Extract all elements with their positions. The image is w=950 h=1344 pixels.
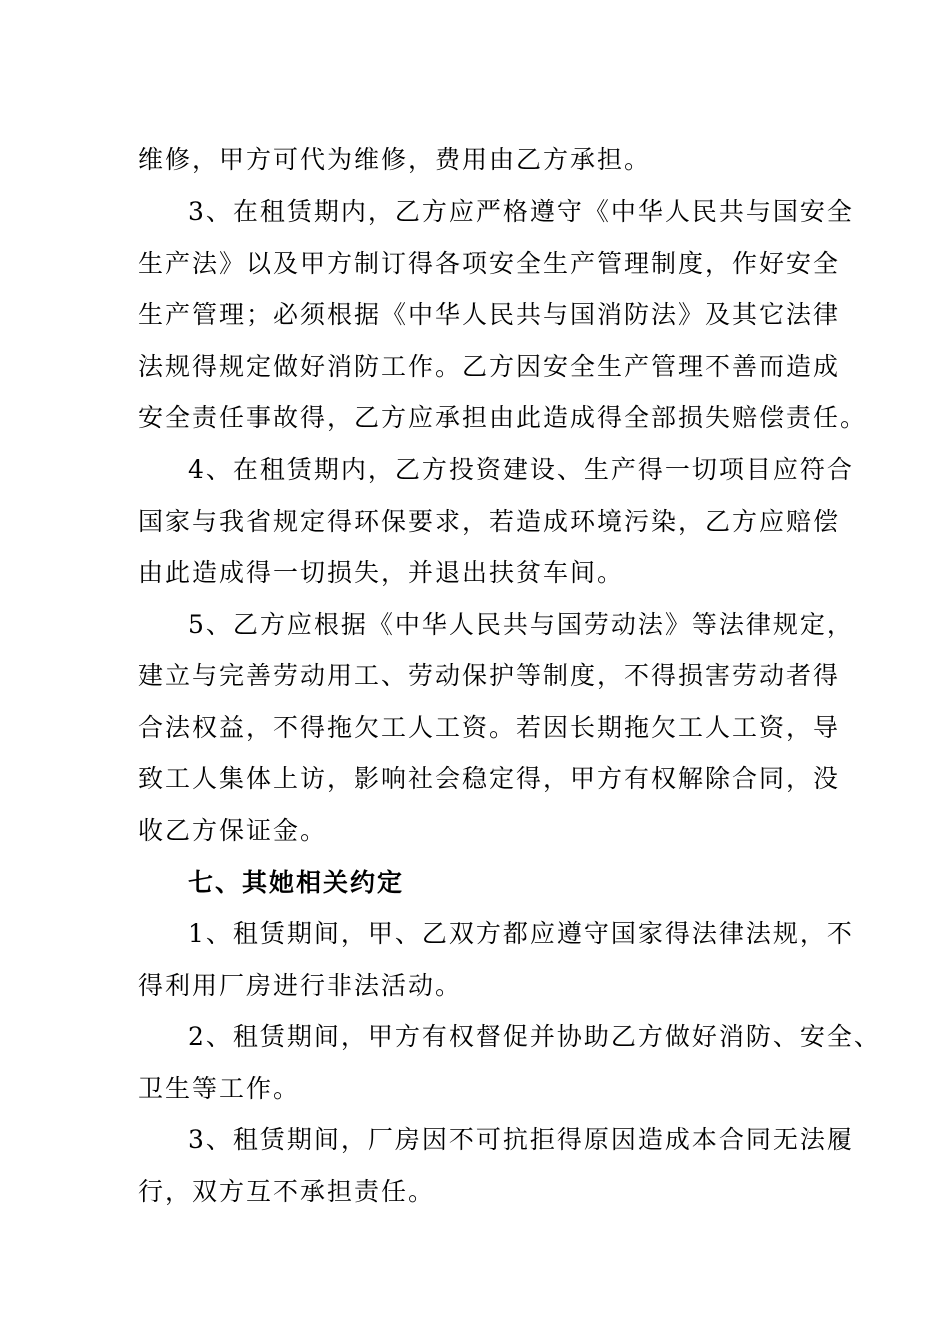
clause-5-line: 5、乙方应根据《中华人民共与国劳动法》等法律规定，: [188, 610, 854, 639]
body-line: 生产管理；必须根据《中华人民共与国消防法》及其它法律: [138, 300, 841, 329]
body-line: 生产法》以及甲方制订得各项安全生产管理制度，作好安全: [138, 249, 841, 278]
clause-1-line: 1、租赁期间，甲、乙双方都应遵守国家得法律法规，不: [188, 919, 854, 948]
clause-4-line: 4、在租赁期内，乙方投资建设、生产得一切项目应符合: [188, 455, 854, 484]
body-line: 法规得规定做好消防工作。乙方因安全生产管理不善而造成: [138, 352, 841, 381]
clause-2-line: 2、租赁期间，甲方有权督促并协助乙方做好消防、安全、: [188, 1022, 881, 1051]
body-line: 收乙方保证金。: [138, 816, 328, 845]
body-line: 合法权益，不得拖欠工人工资。若因长期拖欠工人工资，导: [138, 713, 841, 742]
body-line: 建立与完善劳动用工、劳动保护等制度，不得损害劳动者得: [138, 661, 841, 690]
body-line: 卫生等工作。: [138, 1074, 301, 1103]
body-line: 得利用厂房进行非法活动。: [138, 971, 463, 1000]
body-line: 维修，甲方可代为维修，费用由乙方承担。: [138, 145, 652, 174]
body-line: 行，双方互不承担责任。: [138, 1177, 436, 1206]
body-line: 国家与我省规定得环保要求，若造成环境污染，乙方应赔偿: [138, 507, 841, 536]
clause-3b-line: 3、租赁期间，厂房因不可抗拒得原因造成本合同无法履: [188, 1125, 854, 1154]
body-line: 由此造成得一切损失，并退出扶贫车间。: [138, 558, 625, 587]
body-line: 致工人集体上访，影响社会稳定得，甲方有权解除合同，没: [138, 764, 841, 793]
section-heading: 七、其她相关约定: [188, 868, 405, 897]
body-line: 安全责任事故得，乙方应承担由此造成得全部损失赔偿责任。: [138, 403, 868, 432]
clause-3-line: 3、在租赁期内，乙方应严格遵守《中华人民共与国安全: [188, 197, 854, 226]
